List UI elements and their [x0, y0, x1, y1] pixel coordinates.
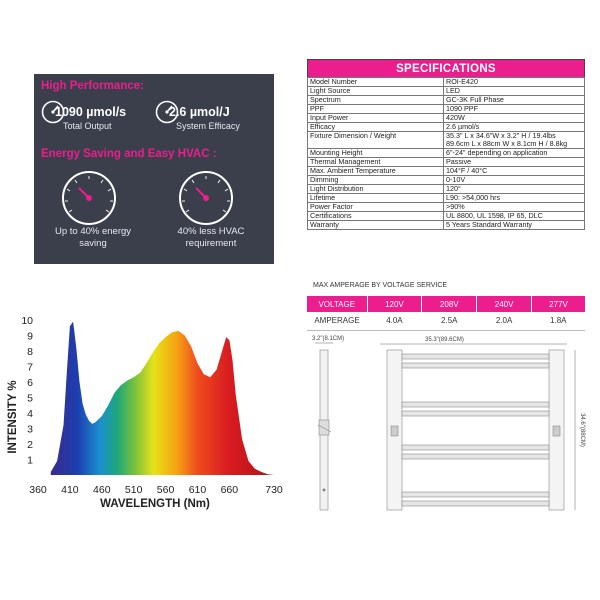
spec-key: Warranty — [308, 221, 444, 230]
spec-value — [444, 176, 585, 185]
spec-key: Spectrum — [308, 96, 444, 105]
spec-key: Input Power — [308, 114, 444, 123]
spec-value-text: GC-3K Full Phase — [446, 95, 504, 104]
spec-key: Max. Ambient Temperature — [308, 167, 444, 176]
spec-key: Mounting Height — [308, 149, 444, 158]
voltage-header-label: VOLTAGE — [307, 296, 367, 312]
spec-key: Lifetime — [308, 194, 444, 203]
specifications-table — [307, 59, 585, 230]
specifications-body — [308, 78, 585, 230]
y-tick-label: 6 — [27, 377, 33, 389]
spec-value-text: 89.6cm L x 88cm W x 8.1cm H / 8.8kg — [446, 139, 568, 148]
spec-value — [444, 78, 585, 87]
spec-key: Thermal Management — [308, 158, 444, 167]
amperage-cell: 2.0A — [477, 312, 532, 330]
y-tick-label: 9 — [27, 330, 33, 343]
energy-saving-caption-line2: saving — [79, 238, 107, 249]
y-axis — [21, 315, 33, 467]
spec-row — [308, 221, 585, 230]
spec-value-text: 1090 PPF — [446, 104, 478, 113]
top-view — [387, 350, 564, 510]
gauge-icon — [54, 166, 124, 226]
spec-value — [444, 132, 585, 149]
amperage-cell: 4.0A — [367, 312, 422, 330]
system-efficacy-value: 2.6 µmol/J — [169, 105, 230, 119]
spec-value-text: ROI-E420 — [446, 77, 478, 86]
y-tick-label: 1 — [27, 454, 33, 467]
y-tick-label: 2 — [27, 439, 33, 451]
total-output-value: 1090 µmol/s — [55, 105, 127, 119]
voltage-row — [307, 296, 585, 312]
spec-value-text: Passive — [446, 157, 472, 166]
spec-value-text: 120° — [446, 184, 461, 193]
spec-value-text: 420W — [446, 113, 465, 122]
spec-key: Dimming — [308, 176, 444, 185]
amperage-row — [307, 312, 585, 330]
spec-key: Power Factor — [308, 203, 444, 212]
hvac-caption-line1: 40% less HVAC — [177, 226, 245, 237]
spec-row — [308, 132, 585, 149]
spec-key: Certifications — [308, 212, 444, 221]
total-output-label: Total Output — [63, 121, 112, 131]
x-tick-label: 510 — [124, 484, 143, 496]
y-tick-label: 4 — [27, 408, 33, 420]
x-tick-label: 660 — [220, 484, 239, 496]
specifications-title: SPECIFICATIONS — [307, 59, 585, 77]
spec-value-text: >90% — [446, 202, 465, 211]
spec-value-text: 6"-24" depending on application — [446, 148, 548, 157]
spec-key: Model Number — [308, 78, 444, 87]
spec-key: Light Source — [308, 87, 444, 96]
voltage-cell: 240V — [477, 296, 532, 312]
gauge-icon — [171, 166, 241, 226]
amperage-row-label: AMPERAGE — [307, 312, 367, 330]
x-axis-label: WAVELENGTH (Nm) — [100, 498, 210, 510]
spectrum-area — [51, 322, 274, 475]
spec-value-text: LED — [446, 86, 460, 95]
spec-value-text: 2.6 µmol/s — [446, 122, 480, 131]
energy-saving-caption — [38, 226, 148, 250]
spec-value — [444, 221, 585, 230]
y-axis-label: INTENSITY % — [7, 380, 19, 454]
width-label: 35.3"(89.6CM) — [425, 337, 464, 343]
high-performance-heading: High Performance: — [41, 80, 144, 92]
amperage-cell: 2.5A — [422, 312, 477, 330]
amperage-cell: 1.8A — [532, 312, 585, 330]
x-tick-label: 730 — [265, 484, 283, 496]
voltage-cell: 208V — [422, 296, 477, 312]
spec-value-text: 5 Years Standard Warranty — [446, 220, 533, 229]
voltage-cell: 120V — [367, 296, 422, 312]
spec-value-text: L90: >54,000 hrs — [446, 193, 501, 202]
x-tick-label: 410 — [61, 484, 79, 496]
y-tick-label: 7 — [27, 361, 33, 374]
x-tick-label: 360 — [29, 484, 47, 496]
x-axis — [29, 484, 283, 496]
x-tick-label: 460 — [93, 484, 111, 496]
spec-key: Light Distribution — [308, 185, 444, 194]
fixture-dimension-diagram — [305, 330, 595, 520]
spec-value-text: UL 8800, UL 1598, IP 65, DLC — [446, 211, 543, 220]
spec-key: Efficacy — [308, 123, 444, 132]
spec-value-text: 104°F / 40°C — [446, 166, 488, 175]
energy-saving-caption-line1: Up to 40% energy — [54, 226, 132, 237]
spec-value-text: 0-10V — [446, 175, 466, 184]
y-tick-label: 10 — [21, 315, 33, 327]
spec-key: PPF — [308, 105, 444, 114]
y-tick-label: 3 — [27, 423, 33, 436]
spectrum-chart — [0, 300, 300, 600]
amperage-title: MAX AMPERAGE BY VOLTAGE SERVICE — [313, 282, 448, 289]
energy-saving-heading: Energy Saving and Easy HVAC : — [41, 148, 217, 160]
depth-label: 3.2"(8.1CM) — [312, 336, 345, 342]
hvac-caption-line2: requirement — [185, 238, 237, 249]
amperage-table — [307, 296, 585, 331]
system-efficacy-label: System Efficacy — [176, 121, 240, 131]
x-tick-label: 610 — [188, 484, 207, 496]
spec-key: Fixture Dimension / Weight — [308, 132, 444, 149]
performance-panel — [34, 74, 274, 264]
y-tick-label: 5 — [27, 392, 33, 405]
hvac-caption — [156, 226, 266, 250]
y-tick-label: 8 — [27, 346, 33, 358]
spec-value-text: 35.3" L x 34.6"W x 3.2" H / 19.4lbs — [446, 131, 556, 140]
height-label: 34.6"(88CM) — [579, 413, 585, 447]
side-view — [318, 350, 331, 510]
voltage-cell: 277V — [532, 296, 585, 312]
x-tick-label: 560 — [156, 484, 175, 496]
